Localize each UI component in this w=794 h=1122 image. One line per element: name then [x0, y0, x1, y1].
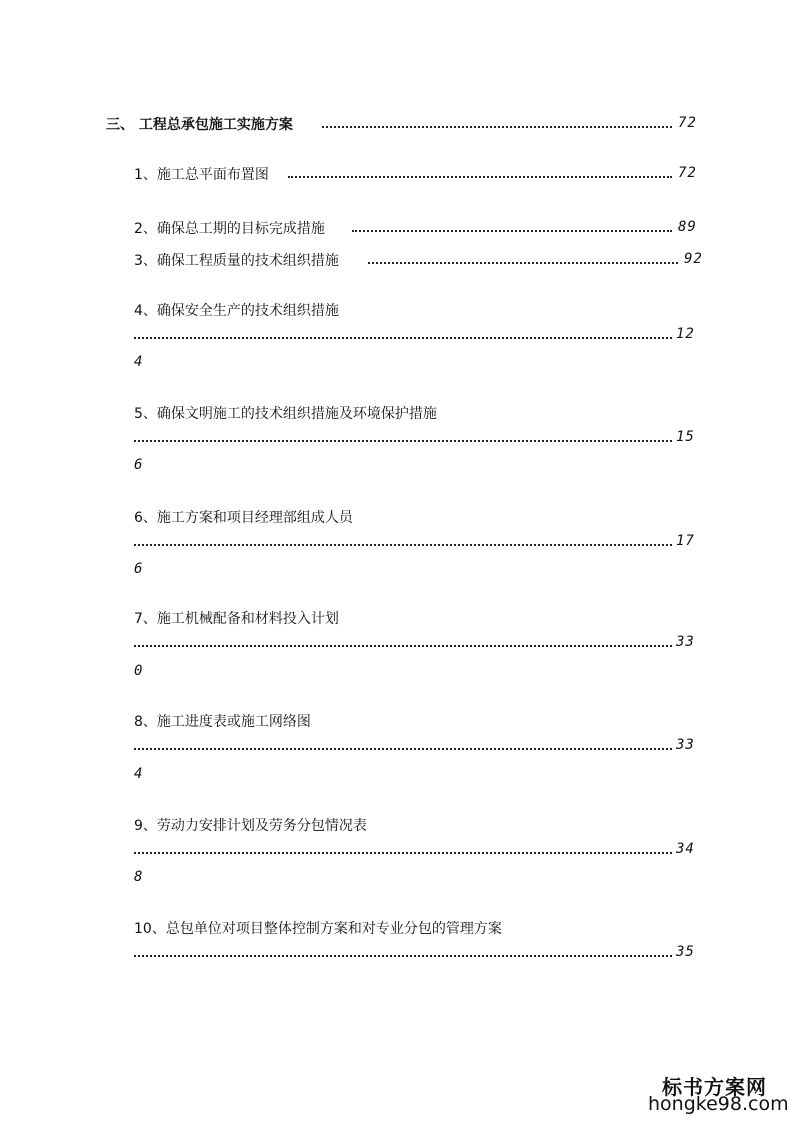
toc-leader — [134, 955, 672, 957]
toc-item-9-page-part2: 8 — [134, 869, 144, 885]
toc-item-8: 8、施工进度表或施工网络图 — [134, 714, 311, 730]
toc-item-3-page: 92 — [684, 251, 703, 267]
toc-item-1-page: 72 — [678, 165, 697, 181]
toc-item-8-page-part1: 33 — [676, 737, 695, 753]
toc-item-4: 4、确保安全生产的技术组织措施 — [134, 303, 339, 319]
toc-leader — [352, 230, 672, 232]
toc-leader — [134, 440, 672, 442]
toc-item-1: 1、施工总平面布置图 — [134, 167, 269, 183]
toc-item-7: 7、施工机械配备和材料投入计划 — [134, 611, 339, 627]
toc-item-2: 2、确保总工期的目标完成措施 — [134, 221, 325, 237]
watermark-title: 标书方案网 — [662, 1075, 767, 1099]
toc-item-8-page-part2: 4 — [134, 766, 144, 782]
toc-item-4-page-part2: 4 — [134, 354, 144, 370]
toc-item-3: 3、确保工程质量的技术组织措施 — [134, 253, 339, 269]
toc-item-5: 5、确保文明施工的技术组织措施及环境保护措施 — [134, 406, 437, 422]
toc-leader — [322, 126, 672, 128]
toc-item-9-page-part1: 34 — [676, 841, 695, 857]
toc-item-6-page-part2: 6 — [134, 561, 144, 577]
toc-item-6: 6、施工方案和项目经理部组成人员 — [134, 510, 353, 526]
toc-section-page: 72 — [678, 115, 697, 131]
watermark-url: hongke98.com — [648, 1093, 789, 1115]
toc-item-5-page-part1: 15 — [676, 429, 695, 445]
toc-leader — [368, 262, 678, 264]
toc-item-10-page-part1: 35 — [676, 944, 695, 960]
toc-item-7-page-part2: 0 — [134, 663, 144, 679]
toc-section-title: 三、 工程总承包施工实施方案 — [106, 117, 293, 133]
toc-leader — [134, 852, 672, 854]
toc-leader — [288, 176, 672, 178]
toc-item-7-page-part1: 33 — [676, 634, 695, 650]
toc-leader — [134, 645, 672, 647]
toc-item-4-page-part1: 12 — [676, 326, 695, 342]
toc-leader — [134, 748, 672, 750]
toc-leader — [134, 337, 672, 339]
toc-leader — [134, 544, 672, 546]
toc-item-6-page-part1: 17 — [676, 533, 695, 549]
toc-item-5-page-part2: 6 — [134, 457, 144, 473]
toc-item-9: 9、劳动力安排计划及劳务分包情况表 — [134, 818, 367, 834]
toc-item-10: 10、总包单位对项目整体控制方案和对专业分包的管理方案 — [134, 921, 502, 937]
toc-item-2-page: 89 — [678, 219, 697, 235]
